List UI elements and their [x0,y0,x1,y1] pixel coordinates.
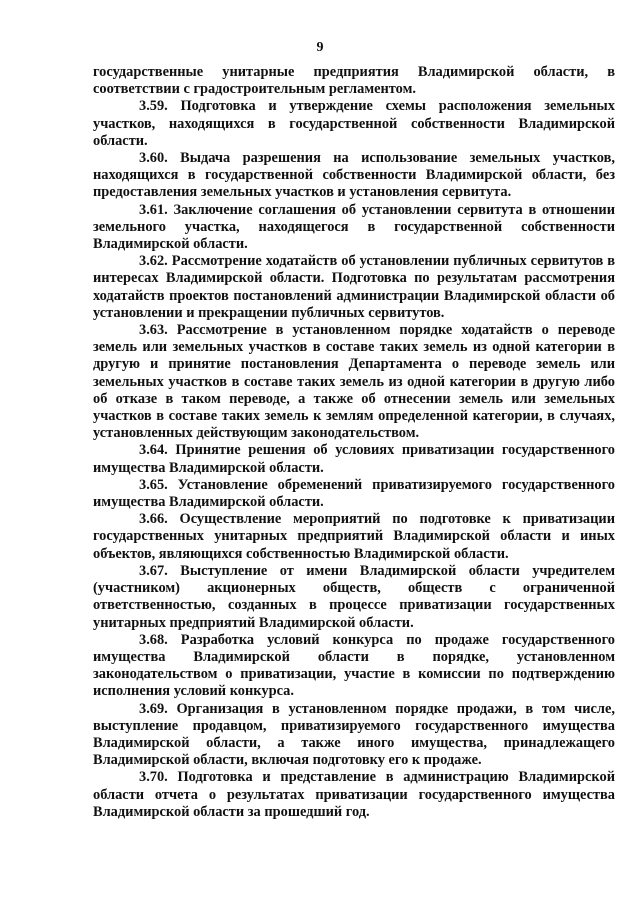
paragraph-continuation: государственные унитарные предприятия Владимирской области, в соответствии с градостроительным регламентом. [93,64,615,98]
paragraph-3-62: 3.62. Рассмотрение ходатайств об установлении публичных сервитутов в интересах Владимирской области. Подготовка по результатам рассмотрения ходатайств проектов постановлений администрации Владимирской области об установлении и прекращении публичных сервитутов. [93,253,615,321]
paragraph-3-63: 3.63. Рассмотрение в установленном порядке ходатайств о переводе земель или земельных участков в составе таких земель из одной категории в другую и принятие постановления Департамента о переводе земель или земельных участков в составе таких земель из одной категории в другую либо об отказе в таком переводе, а также об отнесении земель или земельных участков в составе таких земель к землям определенной категории, в случаях, установленных действующим законодательством. [93,322,615,442]
paragraph-3-61: 3.61. Заключение соглашения об установлении сервитута в отношении земельного участка, находящегося в государственной собственности Владимирской области. [93,201,615,253]
paragraph-3-65: 3.65. Установление обременений приватизируемого государственного имущества Владимирской области. [93,476,615,511]
paragraph-3-68: 3.68. Разработка условий конкурса по продаже государственного имущества Владимирской области в порядке, установленном законодательством о приватизации, участие в комиссии по подтверждению исполнения условий конкурса. [93,631,615,700]
document-body [93,64,615,821]
paragraph-3-66: 3.66. Осуществление мероприятий по подготовке к приватизации государственных унитарных предприятий Владимирской области и иных объектов, являющихся собственностью Владимирской области. [93,511,615,562]
paragraph-3-69: 3.69. Организация в установленном порядке продажи, в том числе, выступление продавцом, приватизируемого государственного имущества Владимирской области, а также иного имущества, принадлежащего Владимирской области, включая подготовку его к продаже. [93,700,615,769]
paragraph-3-70: 3.70. Подготовка и представление в администрацию Владимирской области отчета о результатах приватизации государственного имущества Владимирской области за прошедший год. [93,769,615,820]
paragraph-3-67: 3.67. Выступление от имени Владимирской области учредителем (участником) акционерных обществ, обществ с ограниченной ответственностью, созданных в процессе приватизации государственных унитарных предприятий Владимирской области. [93,562,615,631]
paragraph-3-60: 3.60. Выдача разрешения на использование земельных участков, находящихся в государственной собственности Владимирской области, без предоставления земельных участков и установления сервитута. [93,150,615,201]
paragraph-3-64: 3.64. Принятие решения об условиях приватизации государственного имущества Владимирской области. [93,442,615,476]
paragraph-3-59: 3.59. Подготовка и утверждение схемы расположения земельных участков, находящихся в государственной собственности Владимирской области. [93,98,615,149]
page-number: 9 [316,40,324,55]
